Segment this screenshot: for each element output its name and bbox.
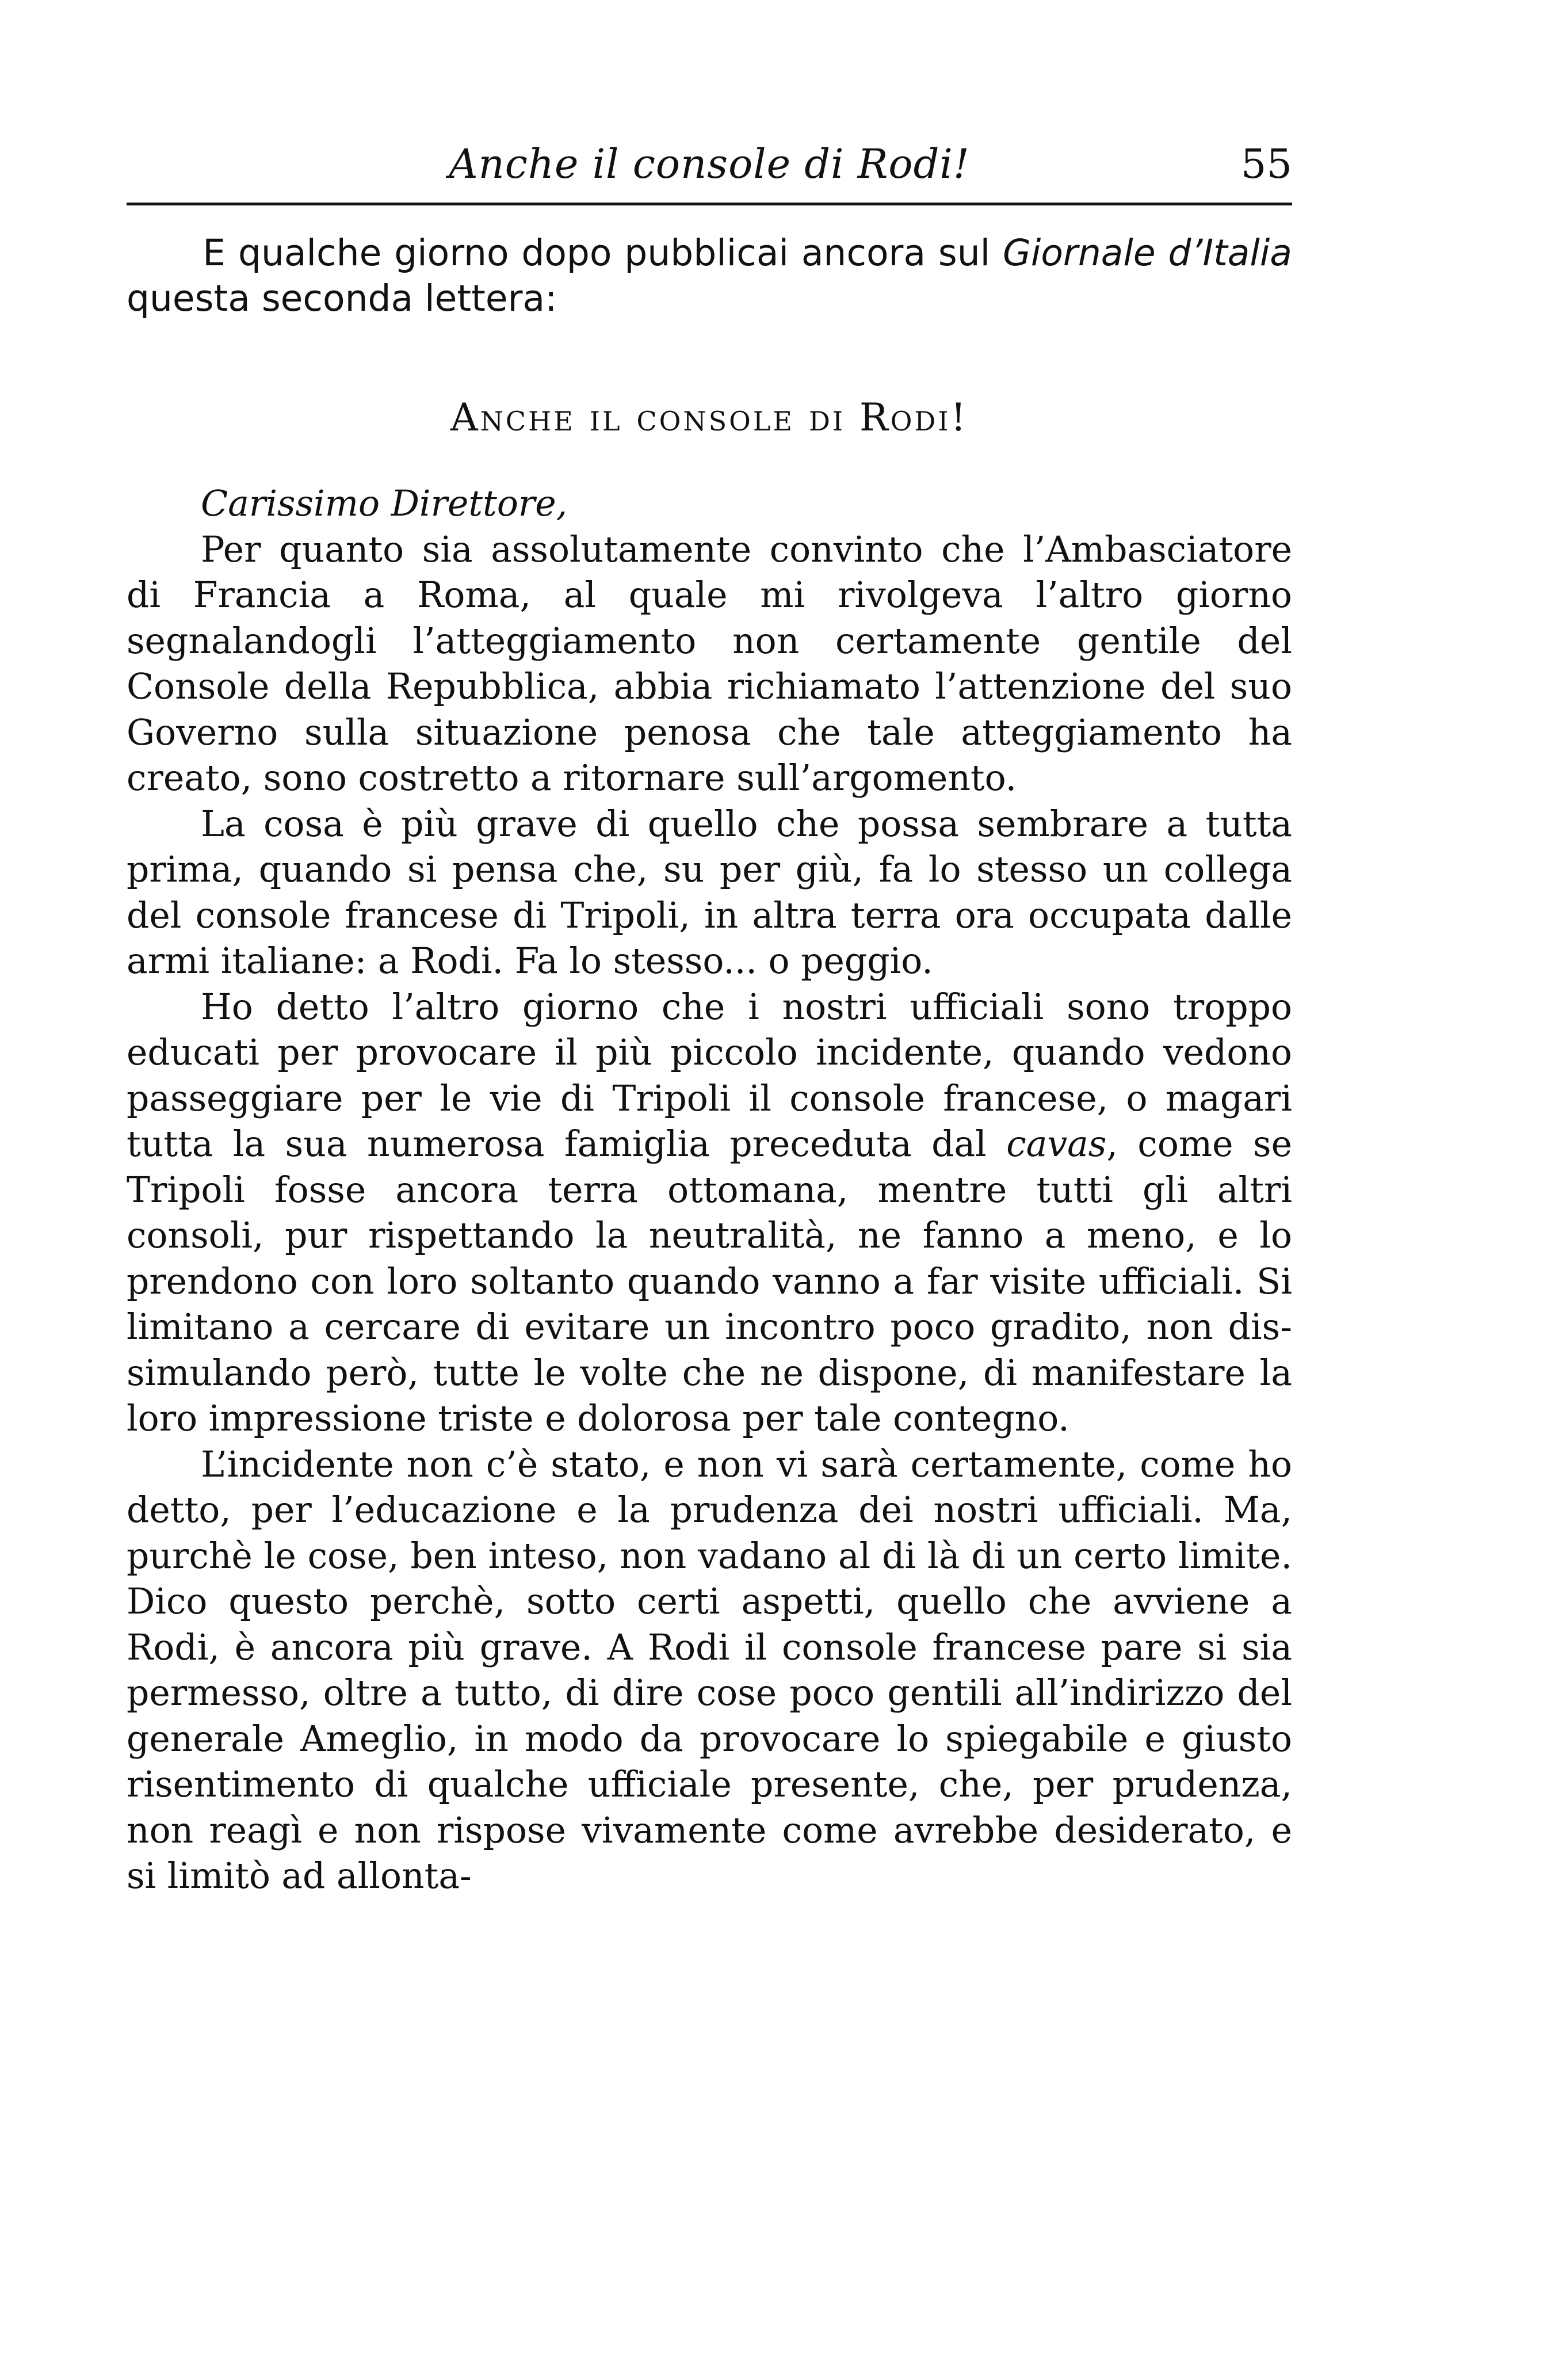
running-head <box>127 132 1292 196</box>
intro-paragraph <box>127 230 1292 321</box>
letter-title: Anche il console di Rodi! <box>450 395 968 440</box>
letter-paragraph: L’incidente non c’è stato, e non vi sarà certamente, come ho detto, per l’educazione e la prudenza dei nostri ufficiali. Ma, purchè le cose, ben inteso, non vadano al di là di un certo limite. Dico questo perchè, sotto certi aspetti, quello che avviene a Rodi, è ancora più grave. A Rodi il console francese pare si sia permesso, oltre a tutto, di dire cose poco gentili all’indirizzo del generale Ameglio, in modo da provocare lo spiegabile e giusto risentimento di qualche ufficiale presente, che, per prudenza, non reagì e non rispose vivamente come avrebbe desiderato, e si limitò ad allonta- <box>127 1443 1292 1897</box>
running-title: Anche il console di Rodi! <box>449 140 970 188</box>
letter-salutation: Carissimo Direttore, <box>201 483 568 524</box>
page-body <box>127 230 1292 1900</box>
letter-paragraph <box>127 985 1292 1442</box>
newspaper-name: Giornale d’Italia <box>1003 232 1292 274</box>
intro-text-before: E qualche giorno dopo pubblicai ancora sul <box>203 232 1003 274</box>
letter-body <box>127 481 1292 1900</box>
letter-paragraph: Per quanto sia assolutamente convinto che l’Ambasciatore di Francia a Roma, al quale mi rivolgeva l’altro giorno segnalandogli l’atteggiamento non certamente gentile del Console della Repubblica, abbia richiamato l’attenzione del suo Governo sulla situazione penosa che tale atteggiamento ha creato, sono costretto a ritornare sull’argomento. <box>127 528 1292 799</box>
paragraph-text: Ho detto l’altro giorno che i nostri ufficiali sono troppo educati per provocare il più piccolo incidente, quando vedono passeggiare per le vie di Tripoli il console francese, o magari tutta la sua numerosa famiglia preceduta dal <box>127 986 1292 1165</box>
paragraph-text: , come se Tripoli fosse ancora terra ottomana, mentre tutti gli altri consoli, pur rispettando la neutralità, ne fanno a meno, e lo prendono con loro soltanto quando vanno a far visite ufficiali. Si limitano a cercare di evitare un incontro poco gradito, non dissimulando però, tutte le volte che ne dispone, di manifestare la loro impressione triste e dolorosa per tale contegno. <box>127 1123 1292 1439</box>
letter-paragraph: La cosa è più grave di quello che possa sembrare a tutta prima, quando si pensa che, su per giù, fa lo stesso un collega del console francese di Tripoli, in altra terra ora occupata dalle armi italiane: a Rodi. Fa lo stesso... o peggio. <box>127 803 1292 982</box>
page-number: 55 <box>1240 140 1292 188</box>
italic-word-cavas: cavas <box>1006 1123 1107 1165</box>
header-rule <box>127 203 1292 205</box>
intro-text-after: questa seconda lettera: <box>127 277 557 319</box>
